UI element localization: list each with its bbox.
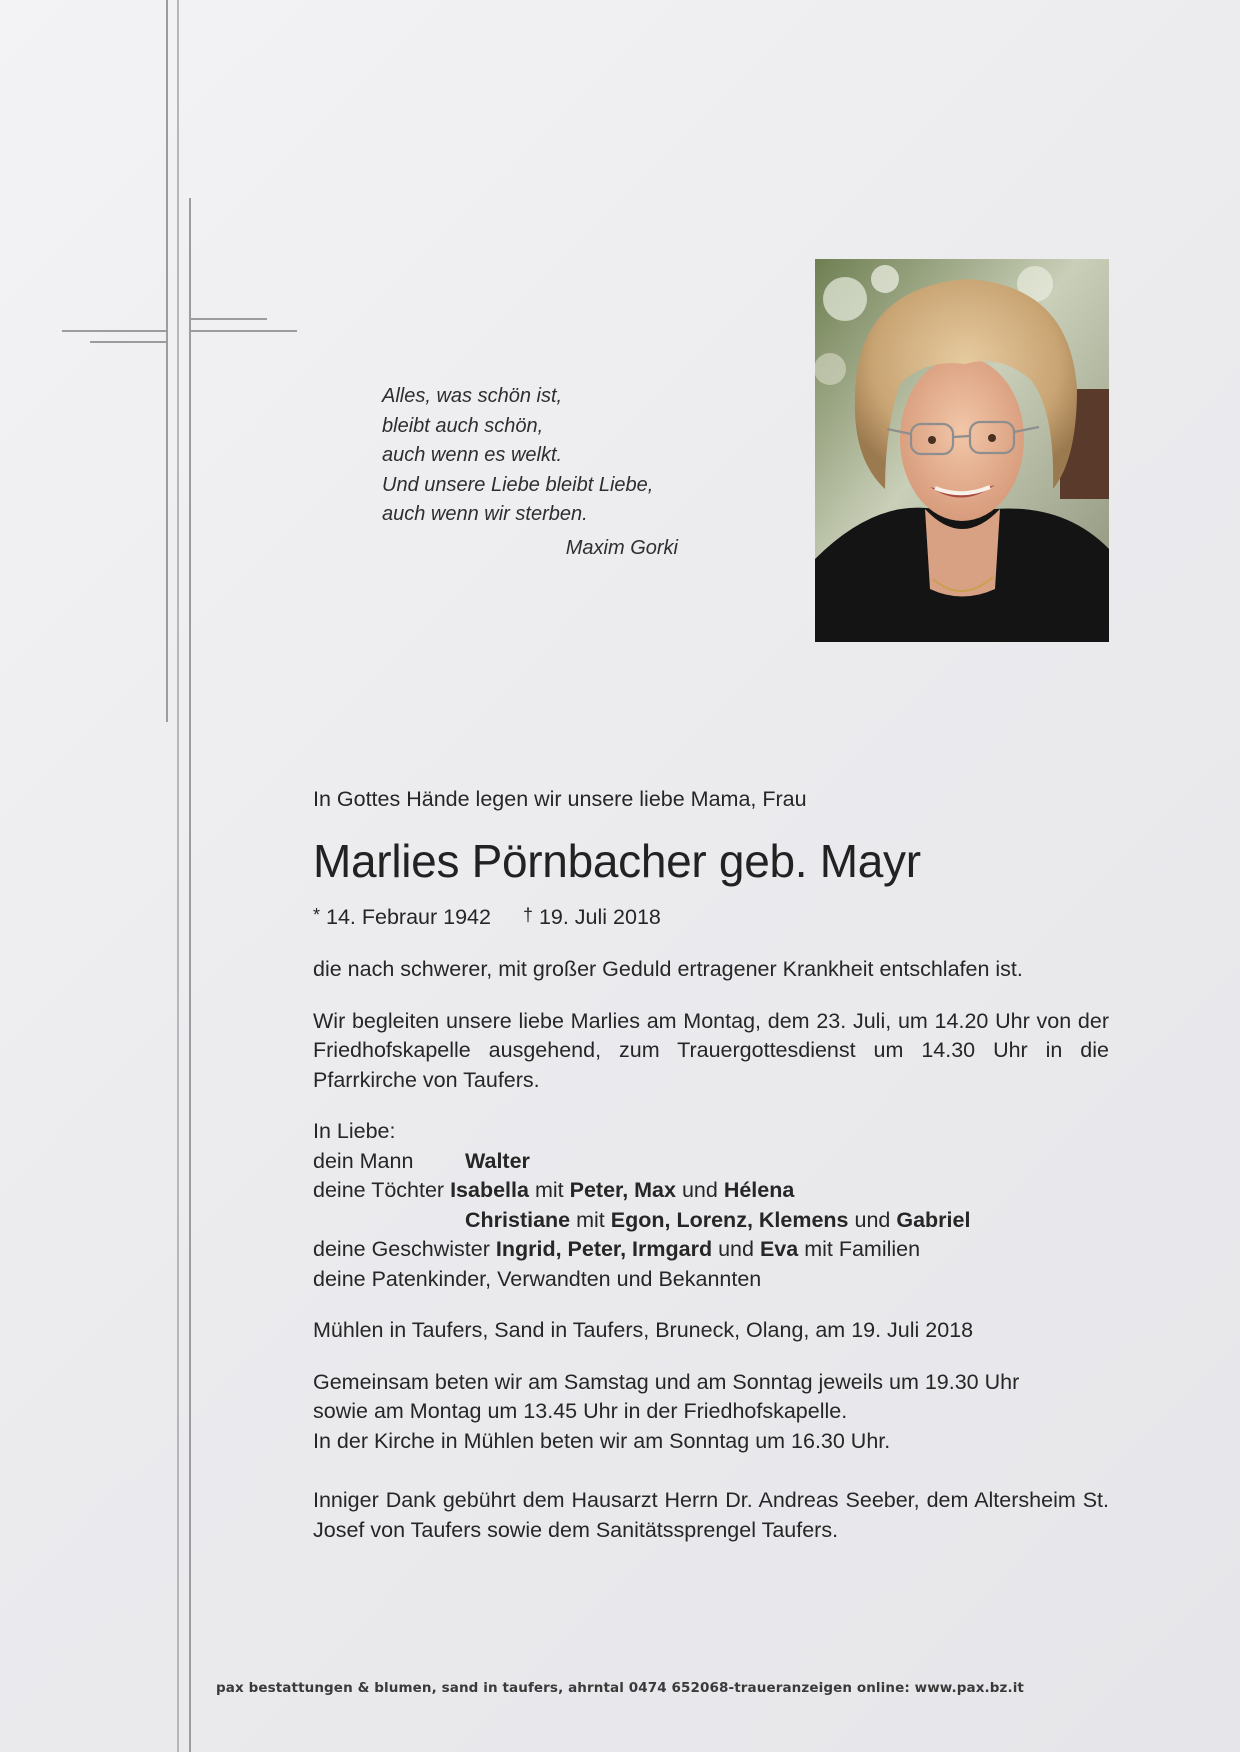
thanks-text: Inniger Dank gebührt dem Hausarzt Herrn Dr. Andreas Seeber, dem Altersheim St. Josef von Taufers sowie dem Sanitätssprengel Taufers. xyxy=(313,1488,1109,1542)
family-row-siblings xyxy=(313,1235,1109,1265)
daughter-name: Isabella xyxy=(450,1178,529,1202)
prayer-line: Gemeinsam beten wir am Samstag und am Sonntag jeweils um 19.30 Uhr xyxy=(313,1369,1020,1394)
memorial-quote xyxy=(382,382,702,563)
daughter-family-last: Gabriel xyxy=(896,1207,971,1232)
birth-symbol: * xyxy=(313,904,321,925)
husband-name: Walter xyxy=(465,1148,530,1173)
connector-text: und xyxy=(718,1237,754,1261)
quote-line: Alles, was schön ist, xyxy=(382,385,563,407)
connector-text: und xyxy=(681,1178,718,1202)
family-heading: In Liebe: xyxy=(313,1119,396,1143)
daughter-family-names: Egon, Lorenz, Klemens xyxy=(610,1207,849,1232)
passing-text: die nach schwerer, mit großer Geduld ertragener Krankheit entschlafen ist. xyxy=(313,957,1023,981)
prayer-line: sowie am Montag um 13.45 Uhr in der Friedhofskapelle. xyxy=(313,1399,848,1423)
quote-line: Und unsere Liebe bleibt Liebe, xyxy=(382,473,654,496)
siblings-suffix: mit Familien xyxy=(804,1237,921,1261)
relation-label: dein Mann xyxy=(313,1148,414,1173)
family-row-daughter-2 xyxy=(313,1206,1109,1236)
family-list xyxy=(313,1117,1109,1294)
place-date: Mühlen in Taufers, Sand in Taufers, Bruneck, Olang, am 19. Juli 2018 xyxy=(313,1318,974,1342)
daughter-family-names: Peter, Max xyxy=(569,1178,676,1202)
siblings-last: Eva xyxy=(759,1237,799,1261)
relation-label: deine Geschwister xyxy=(313,1237,490,1261)
prayer-times xyxy=(313,1368,1109,1457)
deceased-name: Marlies Pörnbacher geb. Mayr xyxy=(313,834,921,887)
death-cross-icon: † xyxy=(522,904,533,925)
life-dates xyxy=(313,903,1109,934)
intro-line: In Gottes Hände legen wir unsere liebe Mama, Frau xyxy=(313,787,807,811)
funeral-text: Wir begleiten unsere liebe Marlies am Montag, dem 23. Juli, um 14.20 Uhr von der Friedhofskapelle ausgehend, zum Trauergottesdienst um 14.30 Uhr in die Pfarrkirche von Taufers. xyxy=(313,1008,1109,1092)
quote-author: Maxim Gorki xyxy=(565,536,678,559)
connector-text: mit xyxy=(534,1178,564,1202)
funeral-home-footer: pax bestattungen & blumen, sand in taufers, ahrntal 0474 652068-traueranzeigen online: www.pax.bz.it xyxy=(216,1680,1024,1696)
family-row-daughter-1 xyxy=(313,1176,1109,1206)
portrait-photo xyxy=(815,259,1109,642)
connector-text: mit xyxy=(576,1207,605,1232)
portrait-image xyxy=(815,259,1109,642)
family-row-others: deine Patenkinder, Verwandten und Bekannten xyxy=(313,1266,762,1291)
obituary-text xyxy=(313,785,1109,1545)
daughter-name: Christiane xyxy=(465,1207,571,1232)
siblings-names: Ingrid, Peter, Irmgard xyxy=(495,1237,713,1261)
death-date: 19. Juli 2018 xyxy=(538,904,661,929)
connector-text: und xyxy=(854,1207,891,1232)
quote-line: bleibt auch schön, xyxy=(382,414,544,437)
family-row-husband xyxy=(313,1147,1109,1177)
quote-line: auch wenn es welkt. xyxy=(382,444,563,466)
birth-date: 14. Febraur 1942 xyxy=(326,904,491,929)
prayer-line: In der Kirche in Mühlen beten wir am Sonntag um 16.30 Uhr. xyxy=(313,1428,891,1453)
relation-label: deine Töchter xyxy=(313,1178,445,1202)
quote-line: auch wenn wir sterben. xyxy=(382,503,588,525)
daughter-family-last: Hélena xyxy=(723,1178,795,1202)
